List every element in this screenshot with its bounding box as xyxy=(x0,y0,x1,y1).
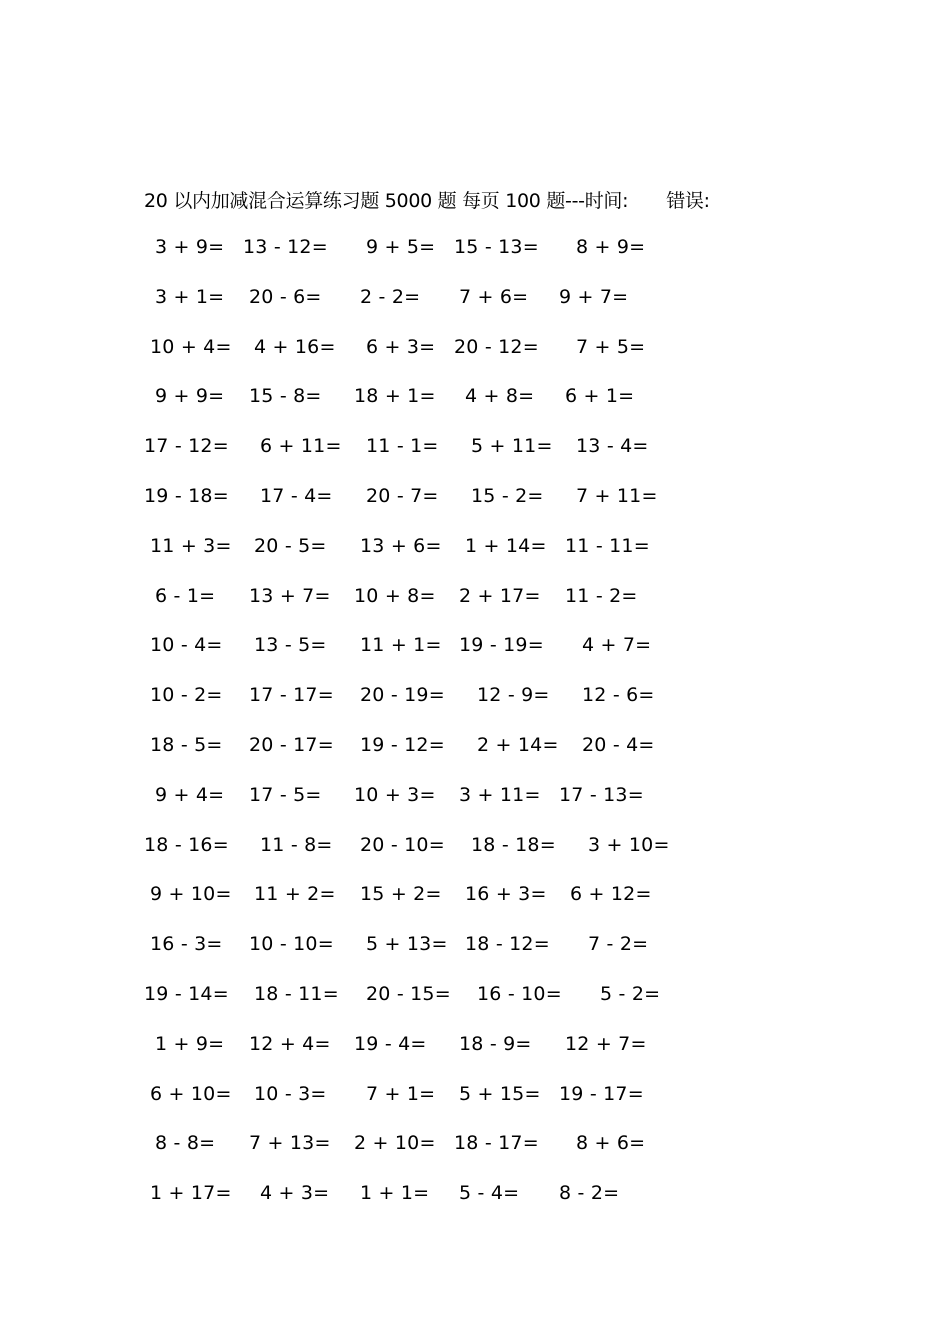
problem-cell: 1 + 14= xyxy=(465,534,547,557)
problem-cell: 15 + 2= xyxy=(360,883,442,906)
problem-row xyxy=(0,1182,950,1212)
problem-cell: 10 + 3= xyxy=(354,783,436,806)
problem-cell: 5 - 4= xyxy=(459,1182,520,1205)
problem-cell: 15 - 2= xyxy=(471,485,544,507)
problem-cell: 18 - 17= xyxy=(454,1132,539,1155)
worksheet-title: 20 以内加减混合运算练习题 5000 题 每页 100 题---时间: xyxy=(144,190,629,212)
problem-row xyxy=(0,585,950,615)
problem-cell: 7 + 5= xyxy=(576,335,646,358)
problem-cell: 9 + 7= xyxy=(559,285,629,308)
errors-label: 错误: xyxy=(666,190,710,212)
problem-cell: 8 + 9= xyxy=(576,236,646,258)
problem-row xyxy=(0,485,950,515)
problem-cell: 6 + 11= xyxy=(260,435,342,458)
problem-cell: 13 - 12= xyxy=(243,236,328,258)
problem-row xyxy=(0,684,950,714)
problem-row xyxy=(0,385,950,415)
problem-row xyxy=(0,933,950,963)
problem-cell: 5 + 15= xyxy=(459,1082,541,1105)
problem-cell: 9 + 9= xyxy=(155,385,225,408)
problem-cell: 13 + 6= xyxy=(360,534,442,557)
problem-cell: 17 - 5= xyxy=(249,783,322,806)
problem-cell: 10 - 2= xyxy=(150,684,223,707)
problem-row xyxy=(0,634,950,664)
problem-cell: 17 - 17= xyxy=(249,684,334,707)
problem-cell: 13 - 5= xyxy=(254,634,327,657)
problem-cell: 16 + 3= xyxy=(465,883,547,906)
problem-cell: 18 - 12= xyxy=(465,933,550,956)
problem-cell: 12 + 4= xyxy=(249,1032,331,1055)
problem-cell: 8 - 8= xyxy=(155,1132,216,1155)
problem-row xyxy=(0,286,950,316)
problem-cell: 11 + 2= xyxy=(254,883,336,906)
problem-cell: 12 + 7= xyxy=(565,1032,647,1055)
problem-cell: 15 - 8= xyxy=(249,385,322,408)
problem-row xyxy=(0,1033,950,1063)
problem-cell: 17 - 12= xyxy=(144,435,229,458)
problem-cell: 1 + 17= xyxy=(150,1182,232,1205)
problem-cell: 9 + 10= xyxy=(150,883,232,906)
problem-cell: 1 + 1= xyxy=(360,1182,430,1205)
problem-cell: 19 - 18= xyxy=(144,485,229,507)
problem-row xyxy=(0,834,950,864)
problem-cell: 13 + 7= xyxy=(249,584,331,607)
problem-cell: 7 + 6= xyxy=(459,285,529,308)
problem-cell: 2 + 14= xyxy=(477,734,559,756)
problem-cell: 6 + 12= xyxy=(570,883,652,906)
problem-cell: 6 - 1= xyxy=(155,584,216,607)
problem-cell: 2 + 17= xyxy=(459,584,541,607)
problem-row xyxy=(0,535,950,565)
problem-cell: 18 + 1= xyxy=(354,385,436,408)
problem-row xyxy=(0,336,950,366)
problem-cell: 20 - 17= xyxy=(249,734,334,756)
problem-cell: 20 - 12= xyxy=(454,335,539,358)
problem-cell: 20 - 6= xyxy=(249,285,322,308)
problem-cell: 18 - 5= xyxy=(150,734,223,756)
problem-row xyxy=(0,883,950,913)
problem-cell: 4 + 3= xyxy=(260,1182,330,1205)
problem-cell: 7 - 2= xyxy=(588,933,649,956)
problem-cell: 20 - 7= xyxy=(366,485,439,507)
problem-cell: 4 + 8= xyxy=(465,385,535,408)
problem-cell: 11 - 1= xyxy=(366,435,439,458)
problem-cell: 6 + 10= xyxy=(150,1082,232,1105)
problem-cell: 19 - 4= xyxy=(354,1032,427,1055)
problem-cell: 13 - 4= xyxy=(576,435,649,458)
problem-row xyxy=(0,1083,950,1113)
problem-row xyxy=(0,784,950,814)
problem-cell: 17 - 13= xyxy=(559,783,644,806)
problem-row xyxy=(0,1132,950,1162)
problem-cell: 18 - 11= xyxy=(254,983,339,1005)
problem-cell: 3 + 10= xyxy=(588,833,670,856)
problem-cell: 10 - 4= xyxy=(150,634,223,657)
problem-cell: 9 + 4= xyxy=(155,783,225,806)
problem-cell: 16 - 10= xyxy=(477,983,562,1005)
problem-cell: 19 - 17= xyxy=(559,1082,644,1105)
problem-cell: 2 + 10= xyxy=(354,1132,436,1155)
problem-cell: 15 - 13= xyxy=(454,236,539,258)
problem-cell: 11 - 2= xyxy=(565,584,638,607)
problem-cell: 9 + 5= xyxy=(366,236,436,258)
problem-cell: 5 + 13= xyxy=(366,933,448,956)
problem-cell: 10 - 10= xyxy=(249,933,334,956)
problem-cell: 3 + 9= xyxy=(155,236,225,258)
problem-cell: 8 + 6= xyxy=(576,1132,646,1155)
problem-row xyxy=(0,983,950,1013)
problem-cell: 11 - 8= xyxy=(260,833,333,856)
problem-cell: 5 + 11= xyxy=(471,435,553,458)
problem-cell: 6 + 3= xyxy=(366,335,436,358)
problem-cell: 12 - 9= xyxy=(477,684,550,707)
problem-cell: 10 + 4= xyxy=(150,335,232,358)
problem-cell: 17 - 4= xyxy=(260,485,333,507)
problem-cell: 20 - 4= xyxy=(582,734,655,756)
problem-cell: 7 + 11= xyxy=(576,485,658,507)
problem-row xyxy=(0,236,950,266)
problem-cell: 7 + 1= xyxy=(366,1082,436,1105)
problem-cell: 5 - 2= xyxy=(600,983,661,1005)
problem-cell: 18 - 18= xyxy=(471,833,556,856)
problem-cell: 10 - 3= xyxy=(254,1082,327,1105)
problem-cell: 3 + 1= xyxy=(155,285,225,308)
problem-row xyxy=(0,734,950,764)
problem-cell: 20 - 5= xyxy=(254,534,327,557)
problem-cell: 4 + 16= xyxy=(254,335,336,358)
problem-cell: 7 + 13= xyxy=(249,1132,331,1155)
problem-cell: 18 - 16= xyxy=(144,833,229,856)
problem-cell: 16 - 3= xyxy=(150,933,223,956)
problem-cell: 19 - 19= xyxy=(459,634,544,657)
problem-cell: 11 - 11= xyxy=(565,534,650,557)
problem-cell: 3 + 11= xyxy=(459,783,541,806)
problem-cell: 8 - 2= xyxy=(559,1182,620,1205)
problem-cell: 20 - 15= xyxy=(366,983,451,1005)
problem-cell: 11 + 3= xyxy=(150,534,232,557)
problem-cell: 12 - 6= xyxy=(582,684,655,707)
problem-cell: 18 - 9= xyxy=(459,1032,532,1055)
problem-cell: 10 + 8= xyxy=(354,584,436,607)
problem-cell: 20 - 19= xyxy=(360,684,445,707)
problem-cell: 1 + 9= xyxy=(155,1032,225,1055)
problem-cell: 11 + 1= xyxy=(360,634,442,657)
worksheet-header xyxy=(144,186,710,213)
problem-cell: 19 - 12= xyxy=(360,734,445,756)
problem-cell: 6 + 1= xyxy=(565,385,635,408)
problem-cell: 4 + 7= xyxy=(582,634,652,657)
problem-cell: 19 - 14= xyxy=(144,983,229,1005)
problem-cell: 20 - 10= xyxy=(360,833,445,856)
problem-cell: 2 - 2= xyxy=(360,285,421,308)
problem-row xyxy=(0,435,950,465)
